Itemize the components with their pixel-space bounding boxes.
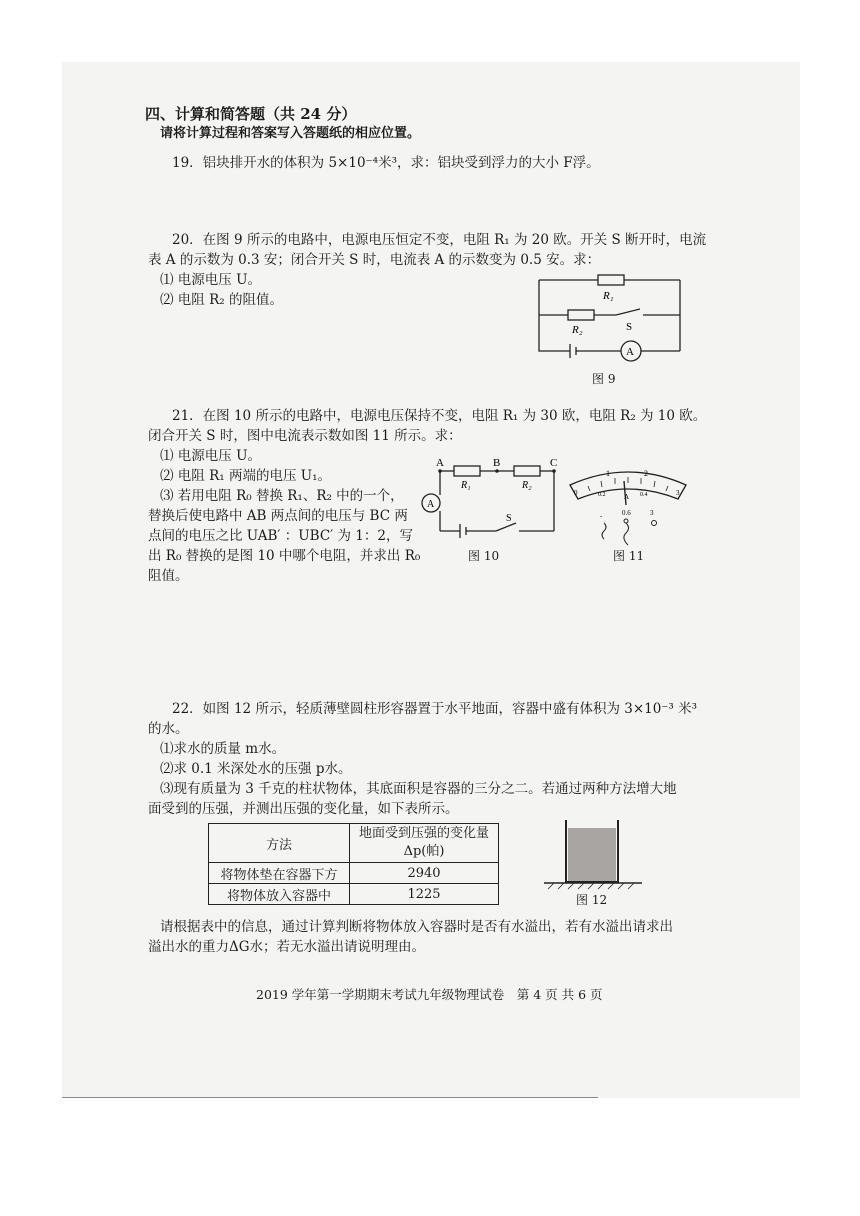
tick-2: 2 (644, 469, 648, 478)
table-header-pressure (350, 824, 499, 863)
terminal-minus-label: - (600, 512, 603, 520)
table-row (209, 884, 499, 905)
question-19: 19．铝块排开水的体积为 5×10⁻⁴米³，求：铝块受到浮力的大小 F浮。 (172, 155, 600, 171)
terminal-label-0-6: 0.6 (622, 509, 631, 517)
question-20-sub1: ⑴ 电源电压 U。 (160, 272, 261, 288)
table-header-pressure-line2: Δp(帕) (403, 844, 445, 859)
label-meter: A (427, 499, 435, 510)
meter-unit: A (624, 493, 630, 501)
point-a: A (436, 457, 444, 469)
wire-coil-left (602, 523, 606, 539)
figure-11-caption: 图 11 (613, 549, 645, 563)
label-s: S (626, 321, 633, 333)
table-cell-method: 将物体放入容器中 (209, 884, 350, 905)
switch-s (616, 309, 640, 315)
table-cell-method: 将物体垫在容器下方 (209, 863, 350, 884)
page-footer: 2019 学年第一学期期末考试九年级物理试卷 第 4 页 共 6 页 (256, 987, 603, 1002)
question-22-sub3-line2: 面受到的压强，并测出压强的变化量，如下表所示。 (148, 801, 459, 817)
figure-12-caption: 图 12 (576, 893, 608, 907)
section-instruction: 请将计算过程和答案写入答题纸的相应位置。 (160, 126, 421, 141)
question-22-conclusion-line1: 请根据表中的信息，通过计算判断将物体放入容器时是否有水溢出，若有水溢出请求出 (160, 919, 673, 935)
table-header-pressure-line1: 地面受到压强的变化量 (358, 826, 489, 841)
pressure-table (208, 823, 499, 905)
tick-1: 1 (606, 469, 610, 478)
question-21-sub3-line2: 替换后使电路中 AB 两点间的电压与 BC 两 (148, 508, 408, 524)
resistor-r1 (454, 466, 480, 476)
question-21-sub1: ⑴ 电源电压 U。 (160, 448, 261, 464)
question-21-sub2: ⑵ 电阻 R₁ 两端的电压 U₁。 (160, 468, 332, 484)
question-21-line2: 闭合开关 S 时，图中电流表示数如图 11 所示。求： (148, 428, 462, 444)
tick-0: 0 (574, 489, 578, 497)
figure-12-container (540, 818, 650, 890)
question-20-line1: 20．在图 9 所示的电路中，电源电压恒定不变，电阻 R₁ 为 20 欧。开关 S 断开时，电流 (172, 232, 707, 248)
switch-s (496, 523, 516, 531)
resistor-r1 (598, 275, 624, 285)
question-21-sub3-line1: ⑶ 若用电阻 R₀ 替换 R₁、R₂ 中的一个， (160, 488, 404, 504)
resistor-r2 (514, 466, 540, 476)
wire-coil-right (624, 523, 629, 545)
resistor-r2 (568, 310, 594, 320)
question-21-sub3-line4: 出 R₀ 替换的是图 10 中哪个电阻，并求出 R₀ (148, 548, 421, 564)
label-r2: R₂ (522, 480, 532, 491)
divider-line (62, 1097, 598, 1098)
question-21-line1: 21．在图 10 所示的电路中，电源电压保持不变，电阻 R₁ 为 30 欧，电阻 R₂ 为 10 欧。 (172, 408, 707, 424)
label-r2: R₂ (572, 324, 583, 336)
question-20-sub2: ⑵ 电阻 R₂ 的阻值。 (160, 292, 283, 308)
question-22-line2: 的水。 (148, 721, 189, 737)
figure-11-ammeter (566, 465, 690, 547)
question-22-sub1: ⑴求水的质量 m水。 (160, 741, 286, 757)
section-title: 四、计算和简答题（共 24 分） (145, 105, 357, 123)
water (568, 828, 616, 882)
question-22-conclusion-line2: 溢出水的重力ΔG水；若无水溢出请说明理由。 (148, 939, 426, 955)
table-header-method: 方法 (209, 824, 350, 863)
label-r1: R₁ (603, 290, 614, 302)
question-22-line1: 22．如图 12 所示，轻质薄壁圆柱形容器置于水平地面，容器中盛有体积为 3×10⁻³ 米³ (172, 701, 698, 717)
question-22-sub2: ⑵求 0.1 米深处水的压强 p水。 (160, 761, 352, 777)
point-b: B (493, 457, 501, 469)
table-cell-value: 1225 (350, 884, 499, 905)
label-s: S (506, 513, 512, 524)
figure-10-circuit (416, 455, 566, 543)
figure-10-caption: 图 10 (468, 549, 500, 563)
table-row (209, 863, 499, 884)
question-20-line2: 表 A 的示数为 0.3 安；闭合开关 S 时，电流表 A 的示数变为 0.5 安。求： (148, 252, 601, 268)
figure-9-caption: 图 9 (592, 372, 616, 386)
label-a: A (626, 346, 634, 358)
table-cell-value: 2940 (350, 863, 499, 884)
label-r1: R₁ (461, 480, 471, 491)
question-21-sub3-line3: 点间的电压之比 UAB′ ：UBC′ 为 1：2，写 (148, 528, 413, 544)
question-21-sub3-line5: 阻值。 (148, 568, 189, 584)
question-22-sub3-line1: ⑶现有质量为 3 千克的柱状物体，其底面积是容器的三分之二。若通过两种方法增大地 (160, 781, 677, 797)
terminal-label-3: 3 (650, 509, 654, 517)
tick-0-4: 0.4 (640, 492, 648, 498)
tick-3: 3 (676, 489, 680, 497)
point-c: C (550, 457, 558, 469)
tick-0-2: 0.2 (598, 492, 606, 498)
